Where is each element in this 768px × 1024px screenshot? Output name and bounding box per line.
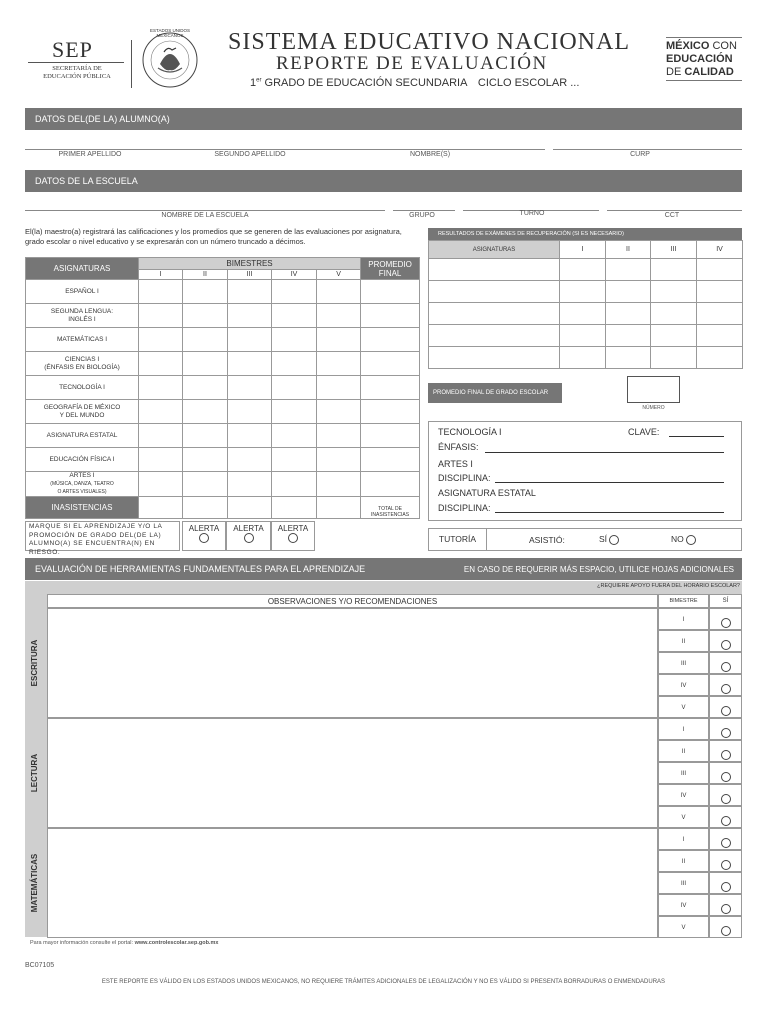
subject-name xyxy=(26,424,139,448)
alumno-field-primer-apellido: PRIMER APELLIDO xyxy=(58,151,122,158)
apoyo-radio[interactable] xyxy=(721,640,731,650)
grade-cell[interactable] xyxy=(317,448,361,472)
grade-cell[interactable] xyxy=(272,304,317,328)
grade-cell[interactable] xyxy=(272,280,317,304)
si-cell xyxy=(709,740,742,762)
promedio-cell[interactable] xyxy=(361,400,420,424)
si-cell xyxy=(709,784,742,806)
subject-line1: EDUCACIÓN FÍSICA I xyxy=(49,455,115,463)
alumno-field-segundo-apellido: SEGUNDO APELLIDO xyxy=(214,151,286,158)
recuperacion-subject-cell[interactable] xyxy=(429,325,560,347)
alerta-radio-2[interactable] xyxy=(244,533,254,543)
si-cell xyxy=(709,828,742,850)
brand-line1: MÉXICO CON xyxy=(666,40,737,52)
bimestre-cell: I xyxy=(658,608,709,630)
header-divider xyxy=(131,40,132,88)
inasistencias-cell-5[interactable] xyxy=(317,497,361,519)
grade-cell[interactable] xyxy=(228,328,272,352)
grade-cell[interactable] xyxy=(228,280,272,304)
alerta-label-2: ALERTA xyxy=(233,524,264,533)
footer-url[interactable]: www.controlescolar.sep.gob.mx xyxy=(134,940,219,946)
footer-code: BC07105 xyxy=(25,962,55,969)
recuperacion-col-1: I xyxy=(560,241,606,259)
seal-text: ESTADOS UNIDOS MEXICANOS xyxy=(150,28,190,38)
alumno-bar: DATOS DEL(DE LA) ALUMNO(A) xyxy=(25,108,742,130)
subject-name xyxy=(26,448,139,472)
recuperacion-grade-cell[interactable] xyxy=(560,259,606,281)
sep-logo-rule xyxy=(28,62,124,63)
tutoria-label: TUTORÍA xyxy=(429,529,487,550)
si-cell xyxy=(709,630,742,652)
grades-bim-3: III xyxy=(228,270,272,280)
grade-cell[interactable] xyxy=(139,448,183,472)
bimestre-cell: IV xyxy=(658,674,709,696)
apoyo-radio[interactable] xyxy=(721,860,731,870)
grade-cell[interactable] xyxy=(317,304,361,328)
si-cell xyxy=(709,806,742,828)
grade-num: 1 xyxy=(250,77,257,89)
grade-cell[interactable] xyxy=(139,424,183,448)
grades-row xyxy=(26,424,420,448)
enfasis-line[interactable] xyxy=(485,452,724,453)
brand-box xyxy=(666,37,742,81)
si-cell xyxy=(709,916,742,938)
recuperacion-grade-cell[interactable] xyxy=(651,259,697,281)
recuperacion-subject-cell[interactable] xyxy=(429,303,560,325)
tec-label: TECNOLOGÍA I xyxy=(438,427,502,437)
recuperacion-grade-cell[interactable] xyxy=(651,303,697,325)
recuperacion-table xyxy=(428,240,743,369)
subject-name xyxy=(26,472,139,497)
subject-line1: ASIGNATURA ESTATAL xyxy=(46,431,118,439)
recuperacion-grade-cell[interactable] xyxy=(697,259,743,281)
escuela-field-cct: CCT xyxy=(664,212,680,219)
grade-cell[interactable] xyxy=(317,376,361,400)
subject-line1: TECNOLOGÍA I xyxy=(59,383,105,391)
grade-cell[interactable] xyxy=(272,472,317,497)
recuperacion-grade-cell[interactable] xyxy=(606,347,651,369)
grade-cell[interactable] xyxy=(317,352,361,376)
recuperacion-grade-cell[interactable] xyxy=(560,325,606,347)
ciclo-escolar: CICLO ESCOLAR ... xyxy=(477,77,580,89)
bimestre-cell: V xyxy=(658,696,709,718)
observaciones-area[interactable] xyxy=(47,828,658,938)
bimestre-cell: IV xyxy=(658,784,709,806)
bimestre-cell: II xyxy=(658,630,709,652)
escuela-bar: DATOS DE LA ESCUELA xyxy=(25,170,742,192)
grade-cell[interactable] xyxy=(317,424,361,448)
subject-line1: CIENCIAS I xyxy=(64,355,100,363)
grade-cell[interactable] xyxy=(183,280,228,304)
grade-cell[interactable] xyxy=(272,328,317,352)
inasistencias-label: INASISTENCIAS xyxy=(26,497,139,519)
grade-cell[interactable] xyxy=(183,472,228,497)
grades-row xyxy=(26,400,420,424)
bimestre-cell: I xyxy=(658,718,709,740)
subject-name xyxy=(26,328,139,352)
subject-line2: (MÚSICA, DANZA, TEATRO xyxy=(50,481,114,487)
apoyo-radio[interactable] xyxy=(721,750,731,760)
promedio-final-box[interactable] xyxy=(627,376,680,403)
inasistencias-cell-1[interactable] xyxy=(139,497,183,519)
grade-cell[interactable] xyxy=(228,376,272,400)
grade-cell[interactable] xyxy=(183,328,228,352)
promedio-cell[interactable] xyxy=(361,304,420,328)
inasistencias-cell-4[interactable] xyxy=(272,497,317,519)
inasistencias-cell-3[interactable] xyxy=(228,497,272,519)
promedio-cell[interactable] xyxy=(361,448,420,472)
recuperacion-grade-cell[interactable] xyxy=(697,303,743,325)
enfasis-label: ÉNFASIS: xyxy=(438,442,479,452)
apoyo-radio[interactable] xyxy=(721,838,731,848)
subject-name xyxy=(26,304,139,328)
recuperacion-col-2: II xyxy=(606,241,651,259)
sep-sub1: SECRETARÍA DE xyxy=(52,65,102,72)
recuperacion-title: RESULTADOS DE EXÁMENES DE RECUPERACIÓN (SI ES NECESARIO) xyxy=(428,228,742,240)
si-cell xyxy=(709,652,742,674)
recuperacion-grade-cell[interactable] xyxy=(606,281,651,303)
apoyo-radio[interactable] xyxy=(721,772,731,782)
apoyo-radio[interactable] xyxy=(721,728,731,738)
recuperacion-grade-cell[interactable] xyxy=(651,347,697,369)
footer-info: Para mayor información consulte el portal: www.controlescolar.sep.gob.mx xyxy=(30,940,219,946)
subject-line3: O ARTES VISUALES) xyxy=(57,489,107,495)
si-cell xyxy=(709,872,742,894)
subject-line2: Y DEL MUNDO xyxy=(59,411,105,419)
si-header: SÍ xyxy=(709,594,742,608)
bimestre-cell: II xyxy=(658,740,709,762)
recuperacion-grade-cell[interactable] xyxy=(560,281,606,303)
brand-line2: EDUCACIÓN xyxy=(666,53,733,65)
section-label: ESCRITURA xyxy=(30,639,39,687)
apoyo-radio[interactable] xyxy=(721,926,731,936)
grade-cell[interactable] xyxy=(317,280,361,304)
section-label: MATEMÁTICAS xyxy=(30,853,39,913)
sep-logo-text: SEP xyxy=(52,37,93,62)
alerta-label-1: ALERTA xyxy=(188,524,220,533)
grades-row xyxy=(26,328,420,352)
section-label: LECTURA xyxy=(30,753,39,793)
grades-row xyxy=(26,280,420,304)
tutoria-no: NO xyxy=(671,534,696,545)
grade-cell[interactable] xyxy=(139,352,183,376)
grade-cell[interactable] xyxy=(228,472,272,497)
recuperacion-subject-cell[interactable] xyxy=(429,281,560,303)
clave-label: CLAVE: xyxy=(628,427,660,437)
grades-bim-5: V xyxy=(317,270,361,280)
si-cell xyxy=(709,850,742,872)
grade-cell[interactable] xyxy=(228,400,272,424)
bimestre-cell: III xyxy=(658,762,709,784)
tutoria-no-radio[interactable] xyxy=(686,535,696,545)
page-title: SISTEMA EDUCATIVO NACIONAL xyxy=(228,29,630,55)
bimestre-cell: III xyxy=(658,872,709,894)
disciplina-label: DISCIPLINA: xyxy=(438,473,491,483)
alerta-text: MARQUE SI EL APRENDIZAJE Y/O LA PROMOCIÓN DE GRADO DEL(DE LA) ALUMNO(A) SE ENCUENTRA(N) EN RIESGO. xyxy=(25,521,180,551)
alerta-box-3[interactable] xyxy=(271,521,315,551)
alumno-line-2 xyxy=(553,149,742,150)
recuperacion-grade-cell[interactable] xyxy=(697,281,743,303)
si-cell xyxy=(709,718,742,740)
artes-label: ARTES I xyxy=(438,459,473,469)
grades-bim-1: I xyxy=(139,270,183,280)
subject-name xyxy=(26,400,139,424)
recuperacion-grade-cell[interactable] xyxy=(651,325,697,347)
grade-text: GRADO DE EDUCACIÓN SECUNDARIA xyxy=(264,77,467,89)
promedio-cell[interactable] xyxy=(361,424,420,448)
alumno-line-1 xyxy=(25,149,545,150)
grade-cell[interactable] xyxy=(139,400,183,424)
promedio-cell[interactable] xyxy=(361,376,420,400)
recuperacion-grade-cell[interactable] xyxy=(697,347,743,369)
apoyo-radio[interactable] xyxy=(721,794,731,804)
grades-row xyxy=(26,472,420,497)
apoyo-radio[interactable] xyxy=(721,706,731,716)
grade-cell[interactable] xyxy=(183,448,228,472)
grade-cell[interactable] xyxy=(272,424,317,448)
grade-cell[interactable] xyxy=(139,472,183,497)
promedio-cell[interactable] xyxy=(361,328,420,352)
recuperacion-grade-cell[interactable] xyxy=(606,325,651,347)
si-cell xyxy=(709,608,742,630)
escuela-field-grupo: GRUPO xyxy=(409,212,435,219)
recuperacion-row xyxy=(429,347,743,369)
promedio-cell[interactable] xyxy=(361,280,420,304)
grade-cell[interactable] xyxy=(139,304,183,328)
subject-line1: MATEMÁTICAS I xyxy=(56,335,108,343)
recuperacion-grade-cell[interactable] xyxy=(606,303,651,325)
promedio-final-label: PROMEDIO FINAL DE GRADO ESCOLAR xyxy=(428,383,562,403)
si-cell xyxy=(709,696,742,718)
grade-line xyxy=(250,77,579,89)
recuperacion-grade-cell[interactable] xyxy=(560,347,606,369)
grades-col-asignaturas: ASIGNATURAS xyxy=(26,258,139,280)
grade-cell[interactable] xyxy=(317,328,361,352)
grade-cell[interactable] xyxy=(228,448,272,472)
recuperacion-subject-cell[interactable] xyxy=(429,259,560,281)
disciplina2-line[interactable] xyxy=(495,512,724,513)
grade-sup: er xyxy=(256,77,262,84)
grade-cell[interactable] xyxy=(272,448,317,472)
tutoria-si: SÍ xyxy=(599,534,619,545)
grade-cell[interactable] xyxy=(183,424,228,448)
recuperacion-subject-cell[interactable] xyxy=(429,347,560,369)
grades-row xyxy=(26,352,420,376)
grades-col-promedio: PROMEDIO FINAL xyxy=(361,258,420,280)
subject-name xyxy=(26,280,139,304)
recuperacion-col-4: IV xyxy=(697,241,743,259)
bimestre-cell: V xyxy=(658,916,709,938)
grade-cell[interactable] xyxy=(272,352,317,376)
escuela-line-1 xyxy=(25,210,385,211)
grades-row xyxy=(26,304,420,328)
apoyo-radio[interactable] xyxy=(721,816,731,826)
apoyo-radio[interactable] xyxy=(721,662,731,672)
subject-line2: (ÉNFASIS EN BIOLOGÍA) xyxy=(44,363,120,371)
grades-row xyxy=(26,448,420,472)
grade-cell[interactable] xyxy=(317,472,361,497)
apoyo-radio[interactable] xyxy=(721,618,731,628)
disciplina-line[interactable] xyxy=(495,482,724,483)
national-seal-icon xyxy=(138,30,202,90)
inasistencias-cell-2[interactable] xyxy=(183,497,228,519)
grade-cell[interactable] xyxy=(183,352,228,376)
recuperacion-col-asignaturas: ASIGNATURAS xyxy=(429,241,560,259)
alerta-box-2[interactable] xyxy=(226,521,271,551)
promedio-cell[interactable] xyxy=(361,472,420,497)
promedio-cell[interactable] xyxy=(361,352,420,376)
grade-cell[interactable] xyxy=(139,376,183,400)
instructions-text: El(la) maestro(a) registrará las calificaciones y los promedios que se generen de las evaluaciones por asignatura, grado escolar o nivel educativo y se expresarán con un número truncado a décimos. xyxy=(25,227,402,246)
bimestre-cell: IV xyxy=(658,894,709,916)
subject-line1: ARTES I xyxy=(69,472,95,479)
apoyo-radio[interactable] xyxy=(721,904,731,914)
page-subtitle: REPORTE DE EVALUACIÓN xyxy=(276,53,548,74)
subject-line1: ESPAÑOL I xyxy=(65,287,99,295)
si-cell xyxy=(709,674,742,696)
grades-col-bimestres: BIMESTRES xyxy=(139,258,361,270)
bimestre-cell: V xyxy=(658,806,709,828)
herramientas-note: EN CASO DE REQUERIR MÁS ESPACIO, UTILICE HOJAS ADICIONALES xyxy=(463,564,734,574)
tutoria-box xyxy=(428,528,742,551)
sep-sub2: EDUCACIÓN PÚBLICA xyxy=(43,73,111,80)
observaciones-area[interactable] xyxy=(47,718,658,828)
tutoria-asistio: ASISTIÓ: xyxy=(529,535,565,545)
si-cell xyxy=(709,894,742,916)
recuperacion-row xyxy=(429,303,743,325)
grade-cell[interactable] xyxy=(272,376,317,400)
grade-cell[interactable] xyxy=(228,304,272,328)
alumno-field-nombre: NOMBRE(S) xyxy=(409,151,451,158)
grades-bim-4: IV xyxy=(272,270,317,280)
recuperacion-row xyxy=(429,281,743,303)
bimestre-cell: I xyxy=(658,828,709,850)
recuperacion-grade-cell[interactable] xyxy=(606,259,651,281)
alerta-radio-3[interactable] xyxy=(288,533,298,543)
bimestre-cell: III xyxy=(658,652,709,674)
escuela-field-turno: TURNO xyxy=(519,210,545,217)
grade-cell[interactable] xyxy=(228,352,272,376)
clave-line[interactable] xyxy=(669,436,724,437)
subject-line1: SEGUNDA LENGUA: xyxy=(50,307,114,315)
alerta-radio-1[interactable] xyxy=(199,533,209,543)
estatal-label: ASIGNATURA ESTATAL xyxy=(438,488,536,498)
footer-validity: ESTE REPORTE ES VÁLIDO EN LOS ESTADOS UNIDOS MEXICANOS, NO REQUIERE TRÁMITES ADICIONALES DE LEGALIZACIÓN Y NO ES VÁLIDO SI PRESENTA BORRADURAS O ENMENDADURAS xyxy=(101,979,666,985)
apoyo-radio[interactable] xyxy=(721,882,731,892)
apoyo-radio[interactable] xyxy=(721,684,731,694)
escuela-field-nombre: NOMBRE DE LA ESCUELA xyxy=(161,212,249,219)
recuperacion-grade-cell[interactable] xyxy=(651,281,697,303)
subject-line1: GEOGRAFÍA DE MÉXICO xyxy=(43,403,121,411)
grade-cell[interactable] xyxy=(139,328,183,352)
recuperacion-row xyxy=(429,259,743,281)
alumno-field-curp: CURP xyxy=(630,151,650,158)
recuperacion-row xyxy=(429,325,743,347)
grade-cell[interactable] xyxy=(272,400,317,424)
observaciones-header: OBSERVACIONES Y/O RECOMENDACIONES xyxy=(47,594,658,608)
bimestre-cell: II xyxy=(658,850,709,872)
grade-cell[interactable] xyxy=(183,376,228,400)
disciplina2-label: DISCIPLINA: xyxy=(438,503,491,513)
promedio-final-numero: NÚMERO xyxy=(642,405,665,411)
alerta-label-3: ALERTA xyxy=(277,524,309,533)
recuperacion-grade-cell[interactable] xyxy=(697,325,743,347)
recuperacion-col-3: III xyxy=(651,241,697,259)
escuela-line-4 xyxy=(607,210,742,211)
grade-cell[interactable] xyxy=(183,400,228,424)
grade-cell[interactable] xyxy=(139,280,183,304)
grade-cell[interactable] xyxy=(228,424,272,448)
tecnologia-box xyxy=(428,421,742,521)
subject-name xyxy=(26,352,139,376)
total-inasistencias: TOTAL DE INASISTENCIAS xyxy=(361,497,420,519)
si-cell xyxy=(709,762,742,784)
herramientas-title: EVALUACIÓN DE HERRAMIENTAS FUNDAMENTALES PARA EL APRENDIZAJE xyxy=(35,564,366,574)
alerta-box-1[interactable] xyxy=(182,521,226,551)
recuperacion-grade-cell[interactable] xyxy=(560,303,606,325)
grade-cell[interactable] xyxy=(183,304,228,328)
apoyo-label: ¿REQUIERE APOYO FUERA DEL HORARIO ESCOLAR? xyxy=(597,583,740,589)
grade-cell[interactable] xyxy=(317,400,361,424)
grades-bim-2: II xyxy=(183,270,228,280)
subject-line2: INGLÉS I xyxy=(68,315,96,323)
escuela-line-2 xyxy=(393,210,455,211)
subject-name xyxy=(26,376,139,400)
grades-row xyxy=(26,376,420,400)
observaciones-area[interactable] xyxy=(47,608,658,718)
tutoria-si-radio[interactable] xyxy=(609,535,619,545)
bimestre-header: BIMESTRE xyxy=(658,594,709,608)
grades-table xyxy=(25,257,420,519)
brand-line3: DE CALIDAD xyxy=(666,66,734,78)
herramientas-bar xyxy=(25,558,742,580)
